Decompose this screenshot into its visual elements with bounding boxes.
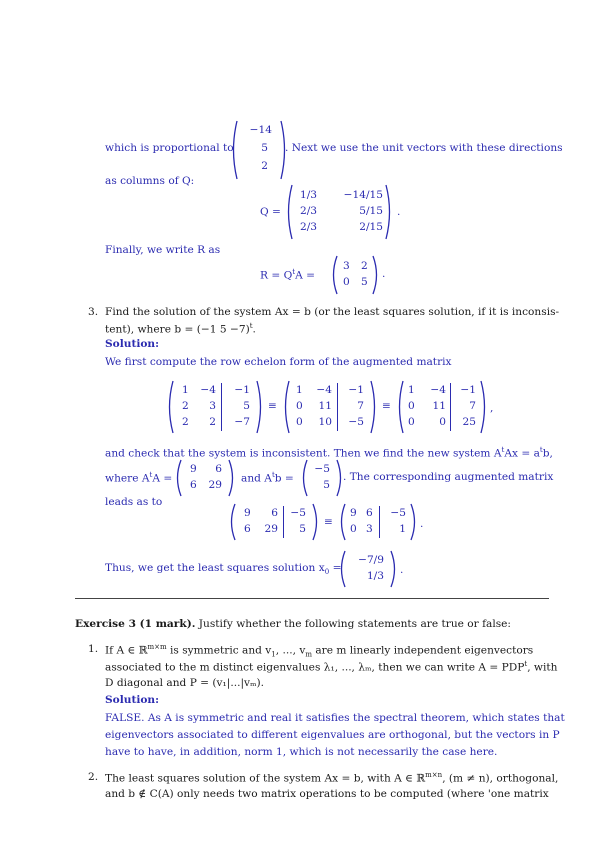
aug-matrix-2: [282, 380, 378, 434]
aug4-c2-1: 29: [264, 523, 278, 535]
text-where-ata: where $A^tA$ =: [105, 471, 173, 485]
right-paren: [410, 503, 418, 541]
ex3-item2-line2: and b ∉ C(A) only needs two matrix operations to be computed (where 'one matrix: [105, 788, 549, 800]
q-c1-1: 2/3: [300, 205, 318, 217]
ata-c1-0: 9: [190, 463, 197, 475]
aug2-c1-1: 0: [296, 400, 303, 412]
aug2-bar: [337, 383, 338, 431]
vector-atb: [300, 459, 344, 497]
r-c1-0: 3: [343, 260, 350, 272]
aug2-c3-1: 7: [357, 400, 364, 412]
aug2-c1-0: 1: [296, 384, 303, 396]
aug1-c3-2: −7: [234, 416, 250, 428]
aug4-c1-0: 9: [244, 507, 251, 519]
left-paren: [338, 503, 346, 541]
x0-end: .: [400, 564, 404, 576]
aug-matrix-1: [166, 380, 264, 434]
equiv-3: ≡: [324, 516, 333, 528]
right-paren: [312, 503, 320, 541]
aug3-c2-0: −4: [430, 384, 446, 396]
left-paren: [228, 503, 236, 541]
atb-0: −5: [314, 463, 330, 475]
ex3-item1-line1: If A ∈ ℝ$^{m\times m}$ is symmetric and $v_1$, ..., $v_m$ are m linearly independent eigenvectors: [105, 643, 534, 659]
q-c2-2: 2/15: [359, 221, 383, 233]
exercise3-heading: Exercise 3 (1 mark). Justify whether the following statements are true or false:: [75, 618, 511, 630]
aug5-c1-0: 9: [350, 507, 357, 519]
q-lhs: Q =: [260, 206, 281, 218]
aug2-c2-2: 10: [318, 416, 332, 428]
right-paren: [480, 380, 488, 434]
aug3-c3-0: −1: [460, 384, 476, 396]
x0-0: −7/9: [358, 554, 384, 566]
text-finally: Finally, we write R as: [105, 244, 221, 256]
aug3-c1-2: 0: [408, 416, 415, 428]
equiv-2: ≡: [382, 400, 391, 412]
ex3-solution-label: Solution:: [105, 694, 160, 706]
left-paren: [285, 184, 293, 240]
left-paren: [300, 459, 308, 497]
equiv-1: ≡: [268, 400, 277, 412]
item3-text-2: tent), where b = (−1 5 −7)$^t$.: [105, 322, 256, 336]
item3-first-compute: We first compute the row echelon form of the augmented matrix: [105, 356, 452, 368]
aug-matrix-5: [338, 503, 418, 541]
vec-v-0: −14: [249, 124, 272, 136]
right-paren: [228, 459, 236, 497]
right-paren: [372, 255, 380, 295]
left-paren: [330, 255, 338, 295]
aug1-c2-2: 2: [209, 416, 216, 428]
ata-c2-0: 6: [215, 463, 222, 475]
r-lhs: $R = Q^tA$ =: [260, 268, 316, 282]
text-corresponding: . The corresponding augmented matrix: [343, 471, 554, 483]
ex3-item1-number: 1.: [88, 643, 99, 655]
aug-matrix-4: [228, 503, 320, 541]
ex3-item2-line1: The least squares solution of the system Ax = b, with A ∈ ℝ$^{m\times n}$, (m ≠ n), orthogonal,: [105, 771, 559, 785]
aug2-c2-1: 11: [318, 400, 332, 412]
right-paren: [256, 380, 264, 434]
ex3-item2-number: 2.: [88, 771, 99, 783]
vector-x0: [338, 550, 398, 588]
text-next-unit-vectors: . Next we use the unit vectors with these directions: [285, 142, 563, 154]
section-divider: [75, 598, 549, 599]
x0-1: 1/3: [366, 570, 384, 582]
aug5-c2-0: 6: [366, 507, 373, 519]
aug5-bar: [379, 506, 380, 538]
item3-text-1: Find the solution of the system Ax = b (or the least squares solution, if it is inconsis-: [105, 306, 560, 318]
q-c2-0: −14/15: [343, 189, 383, 201]
right-paren: [385, 184, 393, 240]
aug5-c3-1: 1: [399, 523, 406, 535]
aug2-c2-0: −4: [316, 384, 332, 396]
r-end: .: [382, 268, 386, 280]
text-and-atb: and $A^tb$ =: [241, 471, 294, 485]
aug4-c2-0: 6: [271, 507, 278, 519]
ex3-sol-line2: eigenvectors associated to different eigenvalues are orthogonal, but the vectors in P: [105, 729, 560, 741]
ex3-item1-line2: associated to the m distinct eigenvalues λ₁, ..., λₘ, then we can write $A = PDP^t$, with: [105, 660, 558, 674]
ata-c2-1: 29: [208, 479, 222, 491]
aug1-c3-1: 5: [243, 400, 250, 412]
aug-comma: ,: [490, 402, 494, 414]
aug1-c2-0: −4: [200, 384, 216, 396]
left-paren: [166, 380, 174, 434]
q-end: .: [397, 206, 401, 218]
left-paren: [396, 380, 404, 434]
matrix-r: [330, 255, 380, 295]
aug5-c1-1: 0: [350, 523, 357, 535]
left-paren: [338, 550, 346, 588]
aug1-c1-1: 2: [182, 400, 189, 412]
ex3-sol-line3: have to have, in addition, norm 1, which is not necessarily the case here.: [105, 746, 498, 758]
aug5-c3-0: −5: [390, 507, 406, 519]
aug3-c1-0: 1: [408, 384, 415, 396]
item3-solution-label: Solution:: [105, 338, 160, 350]
vec-v-1: 5: [261, 142, 268, 154]
right-paren: [390, 550, 398, 588]
aug4-c3-1: 5: [299, 523, 306, 535]
aug-matrix-3: [396, 380, 488, 434]
aug1-c1-0: 1: [182, 384, 189, 396]
aug3-c3-2: 25: [462, 416, 476, 428]
r-c1-1: 0: [343, 276, 350, 288]
text-proportional: which is proportional to: [105, 142, 234, 154]
aug2-c1-2: 0: [296, 416, 303, 428]
right-paren: [370, 380, 378, 434]
aug2-c3-2: −5: [348, 416, 364, 428]
aug3-c2-1: 11: [432, 400, 446, 412]
vector-v: [230, 120, 290, 180]
left-paren: [282, 380, 290, 434]
vec-v-2: 2: [261, 160, 268, 172]
aug4-c3-0: −5: [290, 507, 306, 519]
r-c2-1: 5: [361, 276, 368, 288]
aug1-c2-1: 3: [209, 400, 216, 412]
left-paren: [174, 459, 182, 497]
aug3-c3-1: 7: [469, 400, 476, 412]
r-c2-0: 2: [361, 260, 368, 272]
aug1-bar: [221, 383, 222, 431]
q-c1-0: 1/3: [300, 189, 318, 201]
aug4-c1-1: 6: [244, 523, 251, 535]
text-leads: leads as to: [105, 496, 163, 508]
text-check-inconsistent: and check that the system is inconsistent. Then we find the new system $A^tAx = a^tb$,: [105, 446, 553, 460]
text-thus: Thus, we get the least squares solution $x_0$ =: [105, 562, 342, 577]
ex3-sol-line1: FALSE. As A is symmetric and real it satisfies the spectral theorem, which states that: [105, 712, 565, 724]
aug3-c2-2: 0: [439, 416, 446, 428]
item3-number: 3.: [88, 306, 99, 318]
aug-period: .: [420, 518, 424, 530]
matrix-q: [285, 184, 395, 240]
aug4-bar: [283, 506, 284, 538]
atb-1: 5: [323, 479, 330, 491]
ata-c1-1: 6: [190, 479, 197, 491]
left-paren: [230, 120, 238, 180]
q-c1-2: 2/3: [300, 221, 318, 233]
aug5-c2-1: 3: [366, 523, 373, 535]
aug2-c3-0: −1: [348, 384, 364, 396]
text-columns-of-q: as columns of Q:: [105, 175, 195, 187]
ex3-item1-line3: D diagonal and P = (v₁|...|vₘ).: [105, 677, 265, 689]
aug3-bar: [450, 383, 451, 431]
matrix-ata: [174, 459, 236, 497]
aug1-c3-0: −1: [234, 384, 250, 396]
q-c2-1: 5/15: [359, 205, 383, 217]
aug3-c1-1: 0: [408, 400, 415, 412]
aug1-c1-2: 2: [182, 416, 189, 428]
